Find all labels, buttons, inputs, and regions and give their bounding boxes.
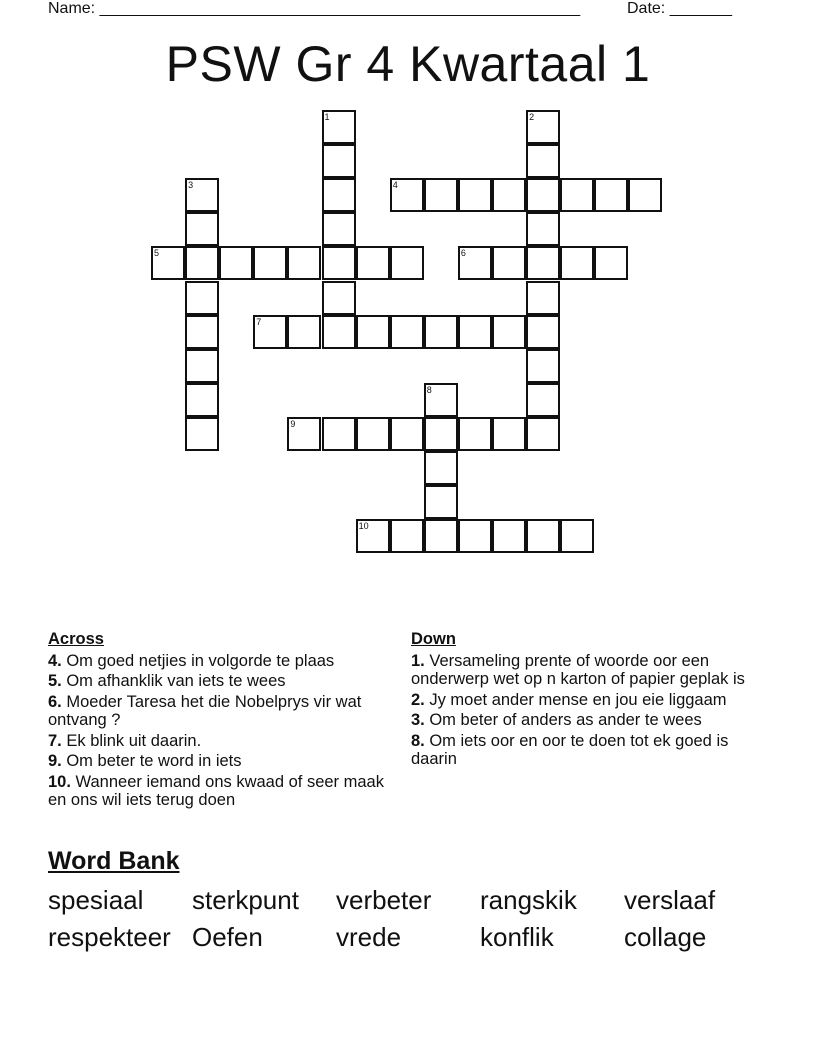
crossword-cell[interactable] xyxy=(356,315,390,349)
crossword-cell[interactable] xyxy=(424,485,458,519)
across-clue xyxy=(48,752,393,771)
crossword-cell[interactable] xyxy=(492,178,526,212)
crossword-cell[interactable] xyxy=(390,246,424,280)
down-heading: Down xyxy=(411,630,456,648)
page-title: PSW Gr 4 Kwartaal 1 xyxy=(165,36,651,92)
crossword-cell[interactable] xyxy=(185,349,219,383)
crossword-cell[interactable] xyxy=(322,144,356,178)
clue-number: 10. xyxy=(48,772,71,791)
crossword-cell[interactable] xyxy=(594,246,628,280)
word-bank-title: Word Bank xyxy=(48,847,180,875)
crossword-cell[interactable] xyxy=(287,246,321,280)
across-clue xyxy=(48,732,393,751)
clue-number: 1. xyxy=(411,651,425,670)
word-bank-word: verslaaf xyxy=(624,885,716,915)
clue-number-label: 5 xyxy=(154,248,160,259)
clue-number-label: 8 xyxy=(426,384,432,395)
down-clue xyxy=(411,652,756,689)
crossword-cell[interactable] xyxy=(492,246,526,280)
crossword-cell[interactable] xyxy=(185,315,219,349)
word-bank-word: rangskik xyxy=(480,885,577,915)
clue-text: Versameling prente of woorde oor een onderwerp wet op n karton of papier geplak is xyxy=(411,651,745,688)
crossword-cell[interactable] xyxy=(526,383,560,417)
crossword-cell[interactable] xyxy=(151,246,185,280)
crossword-cell[interactable] xyxy=(287,315,321,349)
crossword-cell[interactable] xyxy=(560,178,594,212)
clue-text: Om iets oor en oor te doen tot ek goed is daarin xyxy=(411,731,729,768)
word-bank-word: spesiaal xyxy=(48,885,144,915)
crossword-cell[interactable] xyxy=(322,246,356,280)
down-clues xyxy=(411,630,756,771)
crossword-cell[interactable] xyxy=(492,519,526,553)
word-bank-word: konflik xyxy=(480,922,554,952)
crossword-cell[interactable] xyxy=(356,246,390,280)
clue-number-label: 7 xyxy=(256,316,262,327)
crossword-cell[interactable] xyxy=(185,383,219,417)
crossword-cell[interactable] xyxy=(424,178,458,212)
crossword-cell[interactable] xyxy=(356,519,390,553)
crossword-cell[interactable] xyxy=(526,519,560,553)
clue-number: 5. xyxy=(48,672,62,690)
crossword-cell[interactable] xyxy=(560,519,594,553)
crossword-cell[interactable] xyxy=(322,178,356,212)
crossword-cell[interactable] xyxy=(322,315,356,349)
clue-text: Om beter te word in iets xyxy=(61,752,242,770)
clue-number-label: 3 xyxy=(188,180,194,191)
across-clue xyxy=(48,672,393,691)
clue-number-label: 6 xyxy=(460,248,466,259)
crossword-cell[interactable] xyxy=(322,417,356,451)
across-clue xyxy=(48,652,393,671)
clue-number-label: 9 xyxy=(290,418,296,429)
across-clue xyxy=(48,773,393,810)
down-clue xyxy=(411,711,756,730)
crossword-cell[interactable] xyxy=(322,110,356,144)
clue-number: 4. xyxy=(48,651,62,670)
down-clue xyxy=(411,732,756,769)
word-bank-word: Oefen xyxy=(192,922,263,952)
crossword-cell[interactable] xyxy=(458,178,492,212)
word-bank-word: vrede xyxy=(336,922,402,952)
crossword-cell[interactable] xyxy=(322,281,356,315)
crossword-cell[interactable] xyxy=(185,281,219,315)
crossword-cell[interactable] xyxy=(322,212,356,246)
crossword-cell[interactable] xyxy=(526,281,560,315)
crossword-cell[interactable] xyxy=(526,144,560,178)
crossword-cell[interactable] xyxy=(424,315,458,349)
crossword-cell[interactable] xyxy=(526,315,560,349)
crossword-cell[interactable] xyxy=(526,246,560,280)
clue-number-label: 4 xyxy=(392,180,398,191)
crossword-cell[interactable] xyxy=(628,178,662,212)
clue-number: 2. xyxy=(411,690,425,709)
crossword-cell[interactable] xyxy=(356,417,390,451)
crossword-cell[interactable] xyxy=(424,451,458,485)
crossword-cell[interactable] xyxy=(390,315,424,349)
clue-text: Om afhanklik van iets te wees xyxy=(61,672,286,690)
crossword-cell[interactable] xyxy=(287,417,321,451)
clue-text: Om goed netjies in volgorde te plaas xyxy=(61,651,335,670)
crossword-cell[interactable] xyxy=(526,212,560,246)
crossword-cell[interactable] xyxy=(526,417,560,451)
word-bank-word: respekteer xyxy=(48,922,171,952)
crossword-cell[interactable] xyxy=(185,212,219,246)
clue-number: 7. xyxy=(48,731,62,750)
down-clue xyxy=(411,691,756,710)
crossword-cell[interactable] xyxy=(492,315,526,349)
crossword-cell[interactable] xyxy=(458,519,492,553)
crossword-cell[interactable] xyxy=(424,417,458,451)
clue-number-label: 10 xyxy=(358,521,369,532)
across-clue xyxy=(48,693,393,730)
crossword-cell[interactable] xyxy=(253,315,287,349)
crossword-cell[interactable] xyxy=(219,246,253,280)
crossword-cell[interactable] xyxy=(458,315,492,349)
clue-text: Om beter of anders as ander te wees xyxy=(424,711,702,729)
crossword-cell[interactable] xyxy=(560,246,594,280)
crossword-cell[interactable] xyxy=(390,178,424,212)
crossword-cell[interactable] xyxy=(390,519,424,553)
crossword-cell[interactable] xyxy=(253,246,287,280)
word-bank-word: verbeter xyxy=(336,885,432,915)
clue-text: Jy moet ander mense en jou eie liggaam xyxy=(424,690,727,709)
word-bank-word: collage xyxy=(624,922,707,952)
across-heading: Across xyxy=(48,630,104,648)
clue-text: Wanneer iemand ons kwaad of seer maak en ons wil iets terug doen xyxy=(48,772,384,809)
clue-number: 9. xyxy=(48,752,62,770)
crossword-cell[interactable] xyxy=(185,417,219,451)
clue-text: Moeder Taresa het die Nobelprys vir wat ontvang ? xyxy=(48,692,362,729)
crossword-cell[interactable] xyxy=(526,110,560,144)
crossword-cell[interactable] xyxy=(526,178,560,212)
clue-number-label: 1 xyxy=(324,112,330,122)
word-bank-word: sterkpunt xyxy=(192,885,299,915)
crossword-cell[interactable] xyxy=(390,417,424,451)
crossword-cell[interactable] xyxy=(526,349,560,383)
crossword-cell[interactable] xyxy=(492,417,526,451)
clue-text: Ek blink uit daarin. xyxy=(61,731,202,750)
name-field-line: Name: ______________________________________________________ xyxy=(48,0,581,17)
across-clues xyxy=(48,630,393,812)
clue-number: 6. xyxy=(48,692,62,711)
crossword-cell[interactable] xyxy=(424,383,458,417)
crossword-cell[interactable] xyxy=(594,178,628,212)
clue-number: 8. xyxy=(411,731,425,750)
crossword-cell[interactable] xyxy=(424,519,458,553)
crossword-cell[interactable] xyxy=(458,246,492,280)
crossword-cell[interactable] xyxy=(458,417,492,451)
date-field-line: Date: _______ xyxy=(627,0,732,17)
clue-number-label: 2 xyxy=(529,112,535,122)
clue-number: 3. xyxy=(411,711,425,729)
crossword-cell[interactable] xyxy=(185,246,219,280)
crossword-cell[interactable] xyxy=(185,178,219,212)
